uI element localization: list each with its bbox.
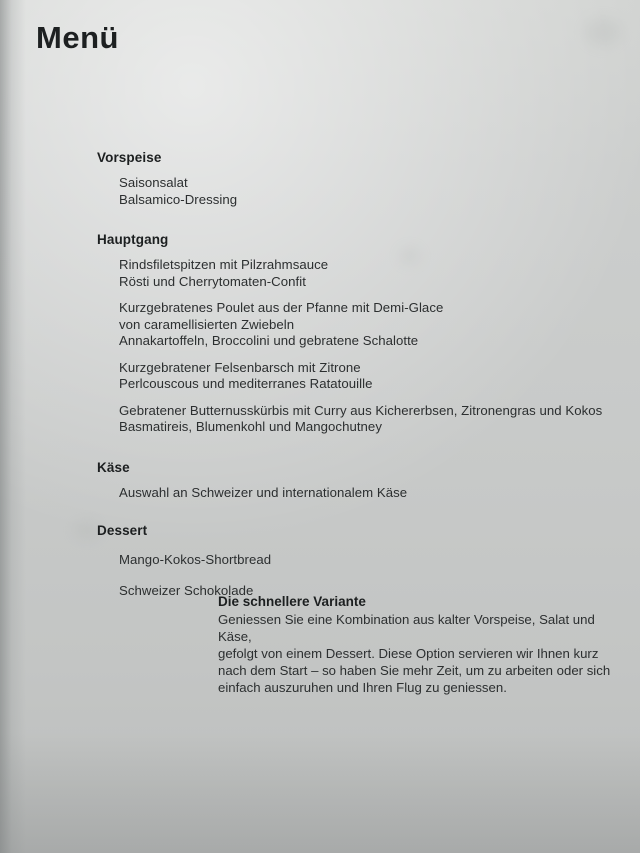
dish-item bbox=[97, 300, 617, 350]
dish-line: Gebratener Butternusskürbis mit Curry aus Kichererbsen, Zitronengras und Kokos bbox=[119, 402, 603, 418]
dish-line: Kurzgebratener Felsenbarsch mit Zitrone bbox=[119, 359, 361, 375]
paper-texture-blotch bbox=[585, 18, 621, 46]
dish-item bbox=[97, 360, 617, 393]
dish-line: von caramellisierten Zwiebeln bbox=[119, 316, 295, 332]
faster-option-note bbox=[218, 594, 628, 696]
dish-line: Schweizer Schokolade bbox=[119, 582, 254, 598]
dish-line: Balsamico-Dressing bbox=[119, 191, 238, 207]
faster-option-line: gefolgt von einem Dessert. Diese Option servieren wir Ihnen kurz bbox=[218, 646, 599, 661]
faster-option-line: Geniessen Sie eine Kombination aus kalter Vorspeise, Salat und Käse, bbox=[218, 612, 595, 644]
dish-line: Saisonsalat bbox=[119, 175, 188, 190]
dish-line: Basmatireis, Blumenkohl und Mangochutney bbox=[119, 419, 382, 434]
dish-item bbox=[97, 485, 617, 502]
dish-item bbox=[97, 552, 617, 569]
dish-item bbox=[97, 257, 617, 290]
menu-section-kaese bbox=[97, 460, 617, 502]
section-heading: Hauptgang bbox=[97, 232, 169, 247]
menu-section-vorspeise bbox=[97, 150, 617, 208]
dish-line: Kurzgebratenes Poulet aus der Pfanne mit Demi-Glace bbox=[119, 300, 444, 315]
dish-item bbox=[97, 403, 617, 436]
section-heading: Käse bbox=[97, 459, 130, 475]
section-heading: Vorspeise bbox=[97, 150, 162, 165]
faster-option-line: nach dem Start – so haben Sie mehr Zeit, um zu arbeiten oder sich bbox=[218, 663, 611, 678]
dish-line: Rösti und Cherrytomaten-Confit bbox=[119, 273, 306, 289]
faster-option-line: einfach auszuruhen und Ihren Flug zu geniessen. bbox=[218, 680, 507, 695]
dish-line: Rindsfiletspitzen mit Pilzrahmsauce bbox=[119, 257, 329, 272]
page-title: Menü bbox=[36, 20, 119, 55]
dish-line: Mango-Kokos-Shortbread bbox=[119, 552, 272, 567]
dish-line: Perlcouscous und mediterranes Ratatouille bbox=[119, 376, 373, 391]
dish-line: Auswahl an Schweizer und internationalem Käse bbox=[119, 484, 408, 500]
menu-section-dessert bbox=[97, 523, 617, 599]
section-heading: Dessert bbox=[97, 523, 148, 538]
dish-line: Annakartoffeln, Broccolini und gebratene Schalotte bbox=[119, 333, 419, 348]
dish-item bbox=[97, 175, 617, 208]
faster-option-title: Die schnellere Variante bbox=[218, 594, 366, 609]
menu-section-hauptgang bbox=[97, 232, 617, 436]
menu-sections bbox=[97, 150, 617, 599]
